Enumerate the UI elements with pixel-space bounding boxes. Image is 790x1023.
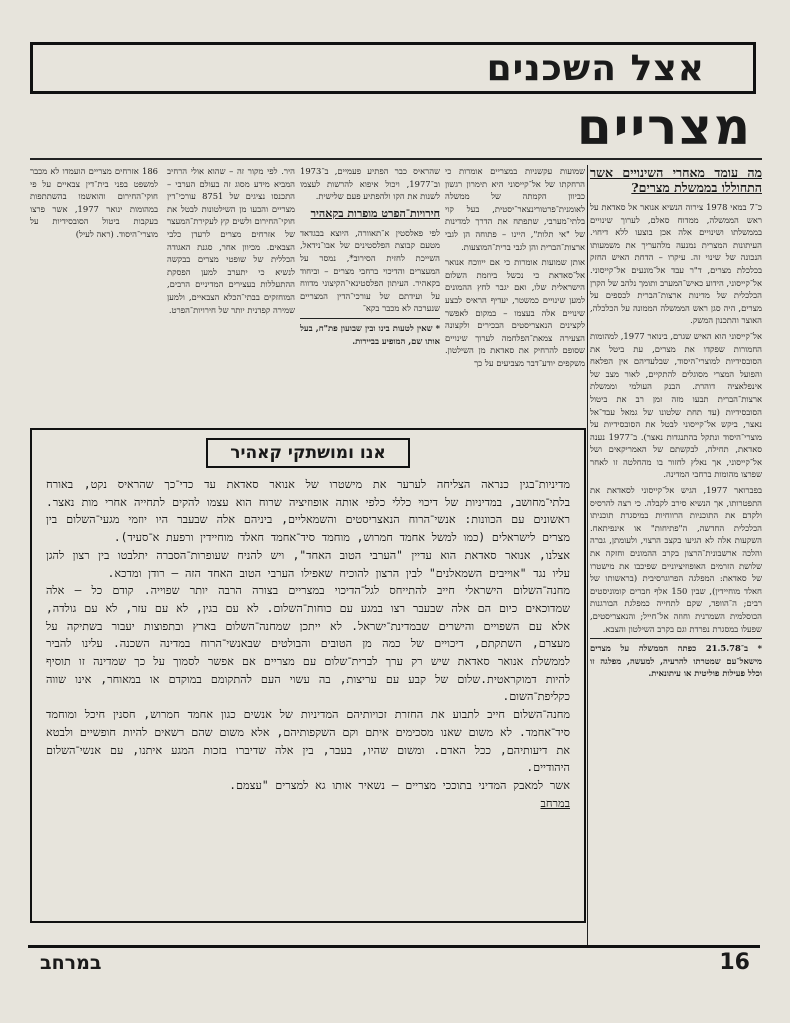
section-banner — [30, 42, 756, 94]
article-paragraph: שמועות עקשניות במצריים אומרות כי הרחקתו של אל־קייסוני היא תימרון רגשון כביוון הקמתה של ממשלה לאומנית־פרטורינצאר־יסטית, בעל קוי בלתי־מערבי, שתפתח את הדרך למדינות של "אי תלות", היינו – פתוחה הן לגבי ארצות־הברית והן לגבי ברית־המוצעות. — [445, 166, 585, 252]
page-headline: מצריים — [576, 98, 752, 156]
editorial-paragraph: מחנה־השלום חייב לתבוע את החזרת זכויותיהם המדיניות של אנשים כגון אחמד חמרוש, חסנין חיכל ומוחמד סיד־אחמד. לא משום שאנו מסכימים איתם וקם השקפותיהם, אלא משום שהם רשאים להיות חופשיים ולבטא את דיעותיהם, ככל האדם. ומשום שהיו, בעבר, בין אלה שדיברו בזכות המגע איתנו, עם אנשי־השלום היהודיים. — [46, 708, 570, 775]
article-paragraph: לפי פאלסטין א־תאוורה, היוצא בבגדאד מטעם קבוצת הפלסטינים של אבו־נידאל, השייכת לחזית הסירוב*, נמסר על המעצרים והדיכוי ברחבי מצרים – וביחוד בקאהיר. העיתון הפלסטינאי־הקיצוני מדווח על ועידתם של עורכי־הדין המצריים שנערכה לא מכבר בקא־ — [300, 227, 440, 314]
article-paragraph: היר. לפי מקור זה – שהוא אולי הרחיב המביא מידע מסוג זה בעולם הערבי – התכנסו נציגים של 8751 עורכי־דין מצריים והבעו מן השילטונות לבטל את חוקי־החירום ולשים קץ לעקירת־המעצר של אזרחים מצרים לרעדן כלבי הצבאים. מכיוון אחר, סגנת האגודה הכללית של שופטי מצרים בבקשה לנשיא כי יתערב למען הפסקת ההתעללות בעצירים המדיניים הרבים, המוחזקים בבתי־הכלא הצבאיים, ולמען שמירה קפדנית יותר של חירויות־הפרט. — [167, 166, 295, 315]
editorial-title: אנו ומושתקי קאהיר — [206, 438, 410, 468]
footer-rule — [28, 945, 760, 948]
article-paragraph: 186 אזרחים מצריים הועמדו לא מכבר למשפט בפני בית־דין צבאיים על פי חוקי־החירום והואשמו בהשתתפות במהומות ינואר 1977, אשר פרצו בעקבות ביטול הסובסידיות על מוצרי־היסוד. (ראה לעיל) — [30, 166, 158, 239]
article-column-1 — [590, 165, 762, 953]
article-subhead: מה עומד מאחרי השינויים אשר התחוללו בממשלת מצרים? — [590, 165, 762, 195]
column-divider — [587, 165, 588, 945]
editorial-signature: במרחב — [540, 796, 570, 810]
article-paragraph: אל־קייסוני הוא האיש שגרם, בינואר 1977, למהומות החמורות שפקדו את מצרים, עת ביטל את הסובסידיות למוצרי־היסוד, שבלעדיהם אין הפלאח והפועל המצרי מסוגלים להתקיים, לאור מצב של אינפלאציה דוהרת. הבנק העולמי וממשלת ארצות־הברית תבעו מזה זמן רב את ביטול הסובסידיות (עד תחת שלטונו של גמאל עבד־אל נאצר, ביקש אל־קייסוני לבטל את הסובסידיות על מוצרי־היסוד ונתקל בהתנגדות נאצר). ב־1977 נענה סאדאת, תחילה, לבקשתם של האמריקאים ושל אל־קייסוני, אך נאלץ לחזור בו מהחלטה זו לאחר שפרצו מהומות ברחבי המדינה. — [590, 330, 762, 480]
editorial-paragraph: אשר למאבק המדיני בתוככי מצריים – נשאיר אותו גא למצרים "עצמם. — [229, 778, 570, 792]
article-column-4 — [30, 165, 295, 420]
editorial-paragraph: מדיניות־בגין כנראה הצליחה לערער את מישטרו של אנואר סאדאת עד כדי־כך שהראיס נקט, באורח בלתי־מחושב, במדיניות של דיכוי כללי כלפי אותה אופוזיציה שרוח הוא עצמו להקים לתחייה אחרי מות נאצר. ראשונים עם הכוונות: אנשי־הרוח הנאצריסטים והשמאליים, ביניהם אלה שבעבר היו יוזמי מגעי־השלום בין מצרים לישראלים (כמו למשל אחמד חמרוש, מוחמד סיד־אחמד חאלד מוחיידין ורפעת א־סעיד). — [46, 478, 570, 545]
article-paragraph: בפברואר 1977, הגיש אל־קייסוני לסאדאת את התפטרותו, אך הנשיא סירב לקבלה. כי רצה להרסיס ולקדם את התוכניות הרווחיות במיסגרת תוכניתו הכלכלית החדשה, ה"פתיחות" או אינפיתאח. השקעות אלה לא הגיעו בקצב הרצוי, ולעומתן, גברה והלכה ארשבונית־הרצון בקרב ההמונים וחזקה את שלושת הזרמים האופוזיציוניים שפיכבו את מישטרו של סאדאת: המפלגה הפרוגרסיבית (בראשותו של חאלד מוחיידין), שבין 150 אלף חברים קומוניסטים רבים; ה־הוופד, שקם לתחייה כמפלגת הבורגנות הכוסלמית השמרנית וחוזה אל־חייל; והנאצריסטים, שפעלו במסגרת נפרדת וגם בקרב השילטון והצבא. — [590, 485, 762, 634]
crosshead: חירויות־הפרט מופרות בקאהיר — [310, 206, 440, 220]
editorial-paragraph: מחנה־השלום הישראלי חייב להתייחס לגל־הדיכוי במצריים בצורה הרבה יותר שפוייה. קודם כל – אלה שמדוכאים כיום הם אלה שבעבר רצו במגע עם כוחות־השלום. לא עם בגין, לא עם עזר, לא עם גולדה, אלא עם השפויים והישרים שבמדינת־ישראל. לא ייתכן שמחנה־השלום בארץ ובתפוצות יעבור בשתיקה על מעצרם, השתקתם, דיכויים של כמה מן הטובים והבולטים שבאנשי־הרוח במדינה השכנה. עלינו להביר לממשלת אנואר סאדאת שיש רק ערך לברית־שלום עם מצריים אם אפשר לסמוך על כך שמדינה זו תוסיף להיות דמוקראטית.שלום של קבע עם עריצות, בה עשוי העם להתקומם במוקדם או במאוחר, אינו שווה כקליפת־השום. — [46, 584, 570, 704]
article-paragraph: אותן שמועות אומרות כי אם ייווכח אנואר אל־סאדאת כי נכשל ביוזמת השלום הישראלית שלו, ואם יגבר לחץ ההמונים למען שינויים כמשטר, יעדיף הראיס לבצע שינויים אלה בעצמו – במקום לאפשר לקצינים הנאצריסטים הבכירים ולקצונה הצעירה צמאת־הפלחמה לערוך שינויים שסופם להרחיק את סאדאת מן השילטון. משקפים יודע־דבר מצביעים על כך — [445, 257, 585, 368]
article-paragraph: שהראיס כבר הפתיע פעמיים, ב־1973 וב־1977, ויכול איפוא להרשות לעצמו לשנות את הקו ולהפתיע פעם שלישית. — [300, 166, 440, 202]
page-number: 16 — [719, 950, 750, 975]
editorial-body — [46, 476, 570, 812]
article-column-2 — [445, 165, 585, 420]
footnote: * ב־21.5.78 כפתה הממשלה על מצרים מישאל־עם שמטרתו להרעיה, למעשה, מפלגה זו וכלל פעילות פוליטית או עיתונאית. — [590, 638, 762, 680]
section-kicker: אצל השכנים — [486, 48, 705, 89]
publication-name: במרחב — [40, 952, 102, 974]
editorial-box — [30, 428, 586, 923]
headline-rule — [30, 158, 762, 160]
footnote: * שאין לטעות בינו ובין שבועון פת"ח, בעל אותו שם, המופיע בביירות. — [300, 318, 440, 347]
article-paragraph: כ־7 במאי 1978 צירוה הנשיא אנואר אל סאדאת על ראש הממשלה, ממדוח סאלם, לערוך שינויים בממשלתו ושינויים אלה אכן בוצעו ללא דיחוי. העיתונות המצרית נמנעה מלהעריך את משמעותו הנכונה של שינוי זה. עיקרו – הדחת האיש החזק בכלכלת מצרים, ד"ר עבד אל־מונעים אל־קייסוני. אל־קייסוני, הידוע כאיש־המערב ותומך נלהב של הקרן הכלכלית של מדינות ארצות־הברית לכספים על מצרים, היה סגן ראש הממשלה הממונה על הכלכלה, האוצר והתכנון המשק. — [590, 202, 762, 326]
editorial-paragraph: אצלנו, אנואר סאדאת הוא עדיין "הערבי הטוב האחד", ויש להניח שעופרות־הסברה יתלבטו בין רצון להגן עליו נגד "אוייבים השמאלנים" לבין הרצון להוכיח שאפילו הערבי הטוב האחד הזה – רודן ומדכא. — [46, 548, 570, 580]
article-column-3 — [300, 165, 440, 420]
